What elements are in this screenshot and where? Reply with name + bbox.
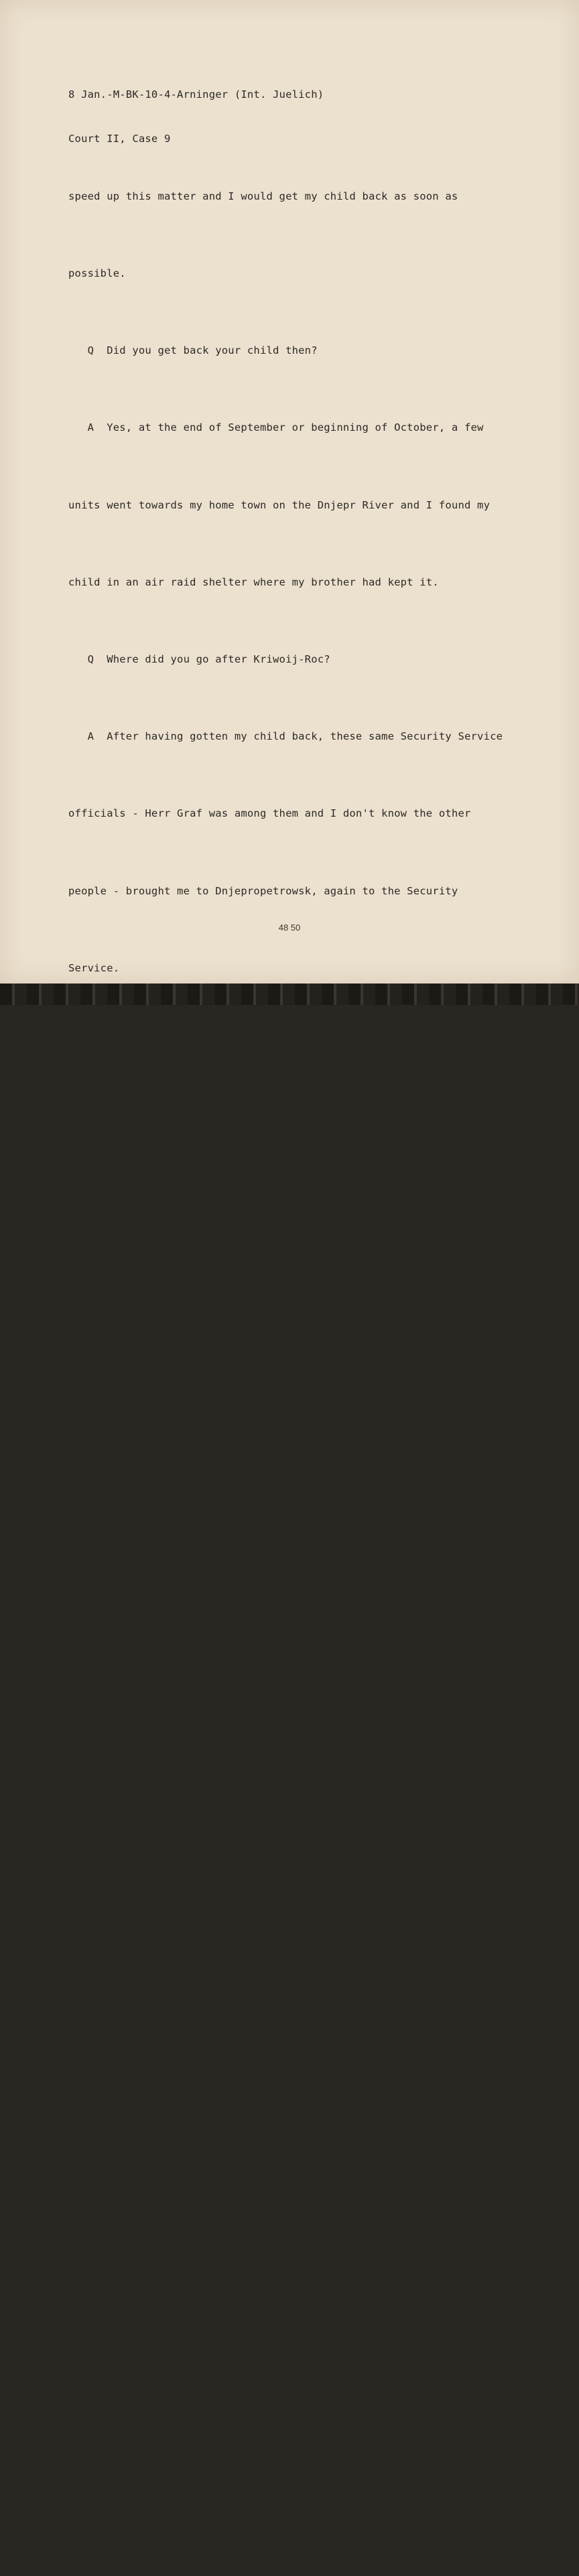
transcript-line: know which - was transferred to Dnjepropetrowsk and bb chance Herr [68,1270,491,1283]
transcript-line: Q In Kriwoij-Roc and Dnjepropetrowsk did you have any opportunity [68,2428,509,2441]
transcript-line: A None, really. Of course, we only talked about private matters. [68,2351,509,2364]
transcript-line: A After having gotten my child back, these same Security Service [68,730,503,743]
transcript-line: Russian language and Herr Schulze also and I did that in Kriwoij-Roc. [68,1888,509,1901]
transcript-line: times a week. [68,2119,151,2132]
transcript-line: medical care. [68,1656,151,1669]
transcript-line: units went towards my home town on the Dnjepr River and I found my [68,498,491,511]
transcript-line: Q How long did you remain in Dnjepropetrowsk? [68,1039,382,1052]
transcript-line: Q What observations could you make about the official activities of [68,2197,516,2210]
transcript-line: Graf and I met in the corridor of the Security Service building. Then [68,1347,509,1360]
header-line-date-reporter: 8 Jan.-M-BK-10-4-Arninger (Int. Juelich) [68,88,324,100]
transcript-line: Herr Graf? [68,2274,133,2287]
transcript-body [68,132,537,2576]
transcript-line: A First of all, I was taken into protective custody by the [68,1116,464,1129]
transcript-line: Security Service until part of perhaps the entire EK 6 - I don't [68,1193,484,1206]
transcript-line: would give me some work to do and that my child would receive [68,1579,464,1592]
scan-border-strip [0,984,579,1005]
transcript-line: A In Kriwoij-Roc Herr Graf had asked me to give him lessons in the [68,1811,516,1824]
transcript-line: At the same time Herr Graf gave me English lessons to make up for it. [68,1965,509,1978]
transcript-line: A Yes, at the end of September or beginning of October, a few [68,421,484,434]
transcript-line: people - brought me to Dnjepropetrowsk, again to the Security [68,884,458,897]
transcript-line: possible. [68,267,126,280]
transcript-line: Service. [68,961,120,974]
transcript-line: to tak to the civilian population? [68,2505,286,2518]
transcript-line: officials - Herr Graf was among them and I don't know the other [68,807,471,820]
transcript-line: Q Did you get back your child then? [68,344,318,357]
transcript-line: speed up this matter and I would get my child back as soon as [68,190,458,202]
header-line-court-case: Court II, Case 9 [68,133,171,145]
transcript-line: Q Where did you go after Kriwoij-Roc? [68,653,330,666]
transcript-line: to whether my living conditions could not be changed, and that they [68,1502,497,1515]
transcript-line: he promised me again to intervene with Standartenfuehrer Kroeger as [68,1425,497,1438]
page-number: 48 50 [278,923,301,933]
transcript-line: In Dnjepropetrowsk these language lessons were continued two or three [68,2042,509,2055]
transcript-line: Q Did you see Herr Graf repeatedly in Dnjepropetrowsk? [68,1733,433,1746]
transcript-line: child in an air raid shelter where my brother had kept it. [68,575,439,588]
